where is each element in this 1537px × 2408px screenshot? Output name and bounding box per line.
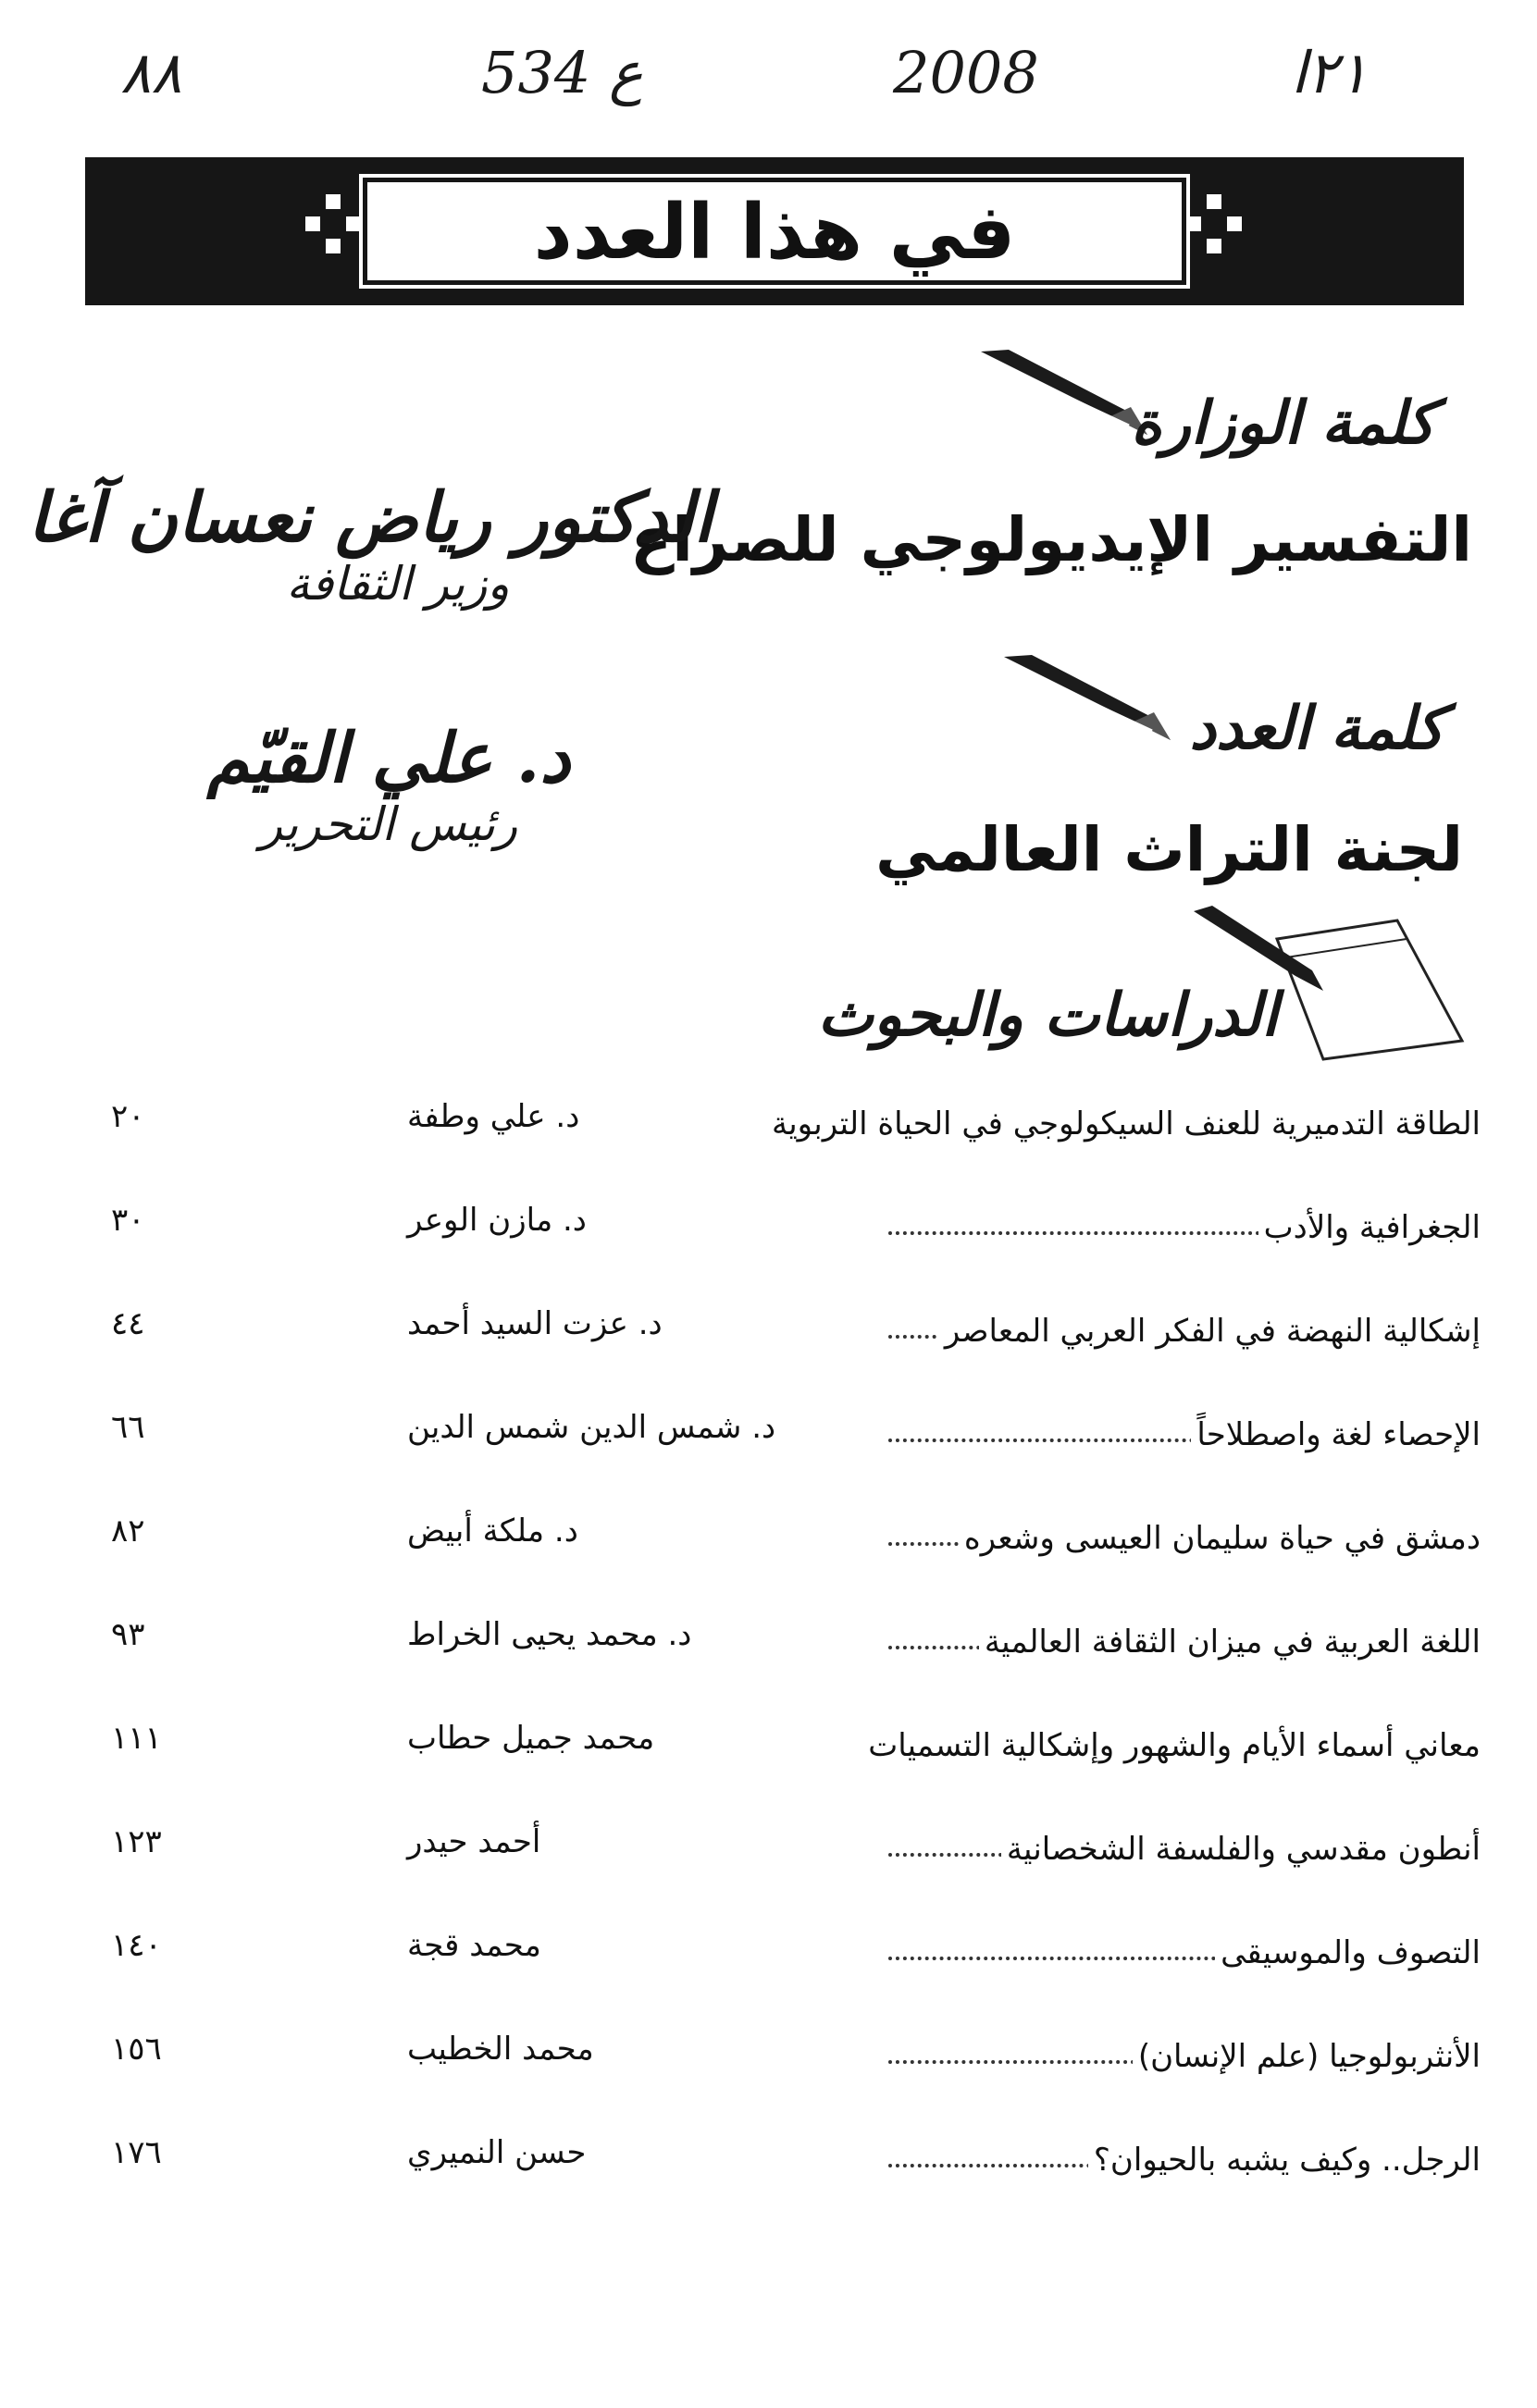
toc-entry-title: الجغرافية والأدب [1258,1209,1481,1246]
toc-entry-author: محمد الخطيب [407,2031,594,2068]
toc-entry-page: ٣٠ [111,1202,145,1239]
toc-entry [93,1927,1481,2038]
toc-entry-page: ٢٠ [111,1098,145,1135]
toc-entry-title: التصوف والموسيقى [1215,1934,1481,1971]
toc-entry-author: د. ملكة أبيض [407,1513,578,1550]
toc-entry [93,2134,1481,2245]
toc-entry-author: د. علي وطفة [407,1098,580,1135]
toc-entry-title: الإحصاء لغة واصطلاحاً [1191,1416,1481,1453]
toc-entry [93,1513,1481,1624]
handwritten-mark-2: ع 534 [481,39,644,106]
toc-entry-author: د. محمد يحيى الخراط [407,1616,692,1653]
pen-icon [972,342,1157,444]
toc-entry [93,1202,1481,1313]
toc-entry-page: ١٥٦ [111,2031,162,2068]
pen-icon [995,648,1180,749]
toc-entry [93,2031,1481,2142]
minister-block [27,478,713,611]
toc-entry-page: ١١١ [111,1720,162,1757]
handwritten-mark-4: ٢١ا [1291,39,1369,106]
toc-entry-title: اللغة العربية في ميزان الثقافة العالمية [979,1624,1481,1661]
toc-entry-author: محمد قجة [407,1927,541,1964]
editor-block [139,719,638,852]
studies-section [818,981,1278,1050]
toc-entry [93,1305,1481,1416]
toc-entry-author: د. شمس الدين شمس الدين [407,1409,776,1446]
editor-name: د. علي القيّم [206,719,571,798]
ministry-word-label: كلمة الوزارة [1131,389,1435,458]
toc-entry-author: د. مازن الوعر [407,1202,587,1239]
toc-entry-page: ١٧٦ [111,2134,162,2171]
ministry-word-section [1131,389,1435,458]
toc-entry-title: أنطون مقدسي والفلسفة الشخصانية [1001,1831,1481,1868]
banner-title: في هذا العدد [533,189,1016,277]
table-of-contents [93,1098,1481,2245]
editor-role: رئيس التحرير [259,797,518,852]
toc-entry-title: دمشق في حياة سليمان العيسى وشعره [959,1520,1481,1557]
minister-role: وزير الثقافة [286,557,510,611]
toc-entry-title: الطاقة التدميرية للعنف السيكولوجي في الحياة التربوية [766,1105,1481,1142]
toc-entry-page: ٩٣ [111,1616,145,1653]
ornament-left-icon [305,194,363,268]
banner-frame [363,178,1186,285]
ministry-word-title: التفسير الإيديولوجي للصراع [630,504,1472,575]
toc-entry-author: حسن النميري [407,2134,587,2171]
contents-banner [85,157,1464,305]
toc-entry-page: ١٤٠ [111,1927,162,1964]
toc-entry-page: ٨٢ [111,1513,145,1550]
issue-word-label: كلمة العدد [1189,694,1444,763]
toc-entry-author: د. عزت السيد أحمد [407,1305,663,1342]
toc-entry-page: ٦٦ [111,1409,145,1446]
toc-entry-page: ١٢٣ [111,1823,162,1860]
toc-entry-author: أحمد حيدر [407,1823,541,1860]
toc-entry [93,1720,1481,1831]
toc-entry-title: الأنثربولوجيا (علم الإنسان) [1133,2038,1481,2075]
handwritten-mark-1: ٨٨ [120,39,182,106]
toc-entry-author: محمد جميل حطاب [407,1720,655,1757]
toc-entry [93,1616,1481,1727]
toc-entry-title: معاني أسماء الأيام والشهور وإشكالية التسميات [862,1727,1481,1764]
toc-entry-title: إشكالية النهضة في الفكر العربي المعاصر [939,1313,1481,1350]
ornament-right-icon [1186,194,1244,268]
issue-word-title: لجنة التراث العالمي [875,814,1463,885]
toc-entry [93,1098,1481,1209]
toc-entry-page: ٤٤ [111,1305,145,1342]
minister-name: الدكتور رياض نعسان آغا [27,478,713,558]
issue-word-section [1190,694,1445,763]
toc-entry [93,1823,1481,1934]
handwritten-mark-3: 2008 [893,39,1039,106]
toc-entry [93,1409,1481,1520]
studies-label: الدراسات والبحوث [817,981,1278,1050]
toc-entry-title: الرجل.. وكيف يشبه بالحيوان؟ [1088,2142,1481,2179]
